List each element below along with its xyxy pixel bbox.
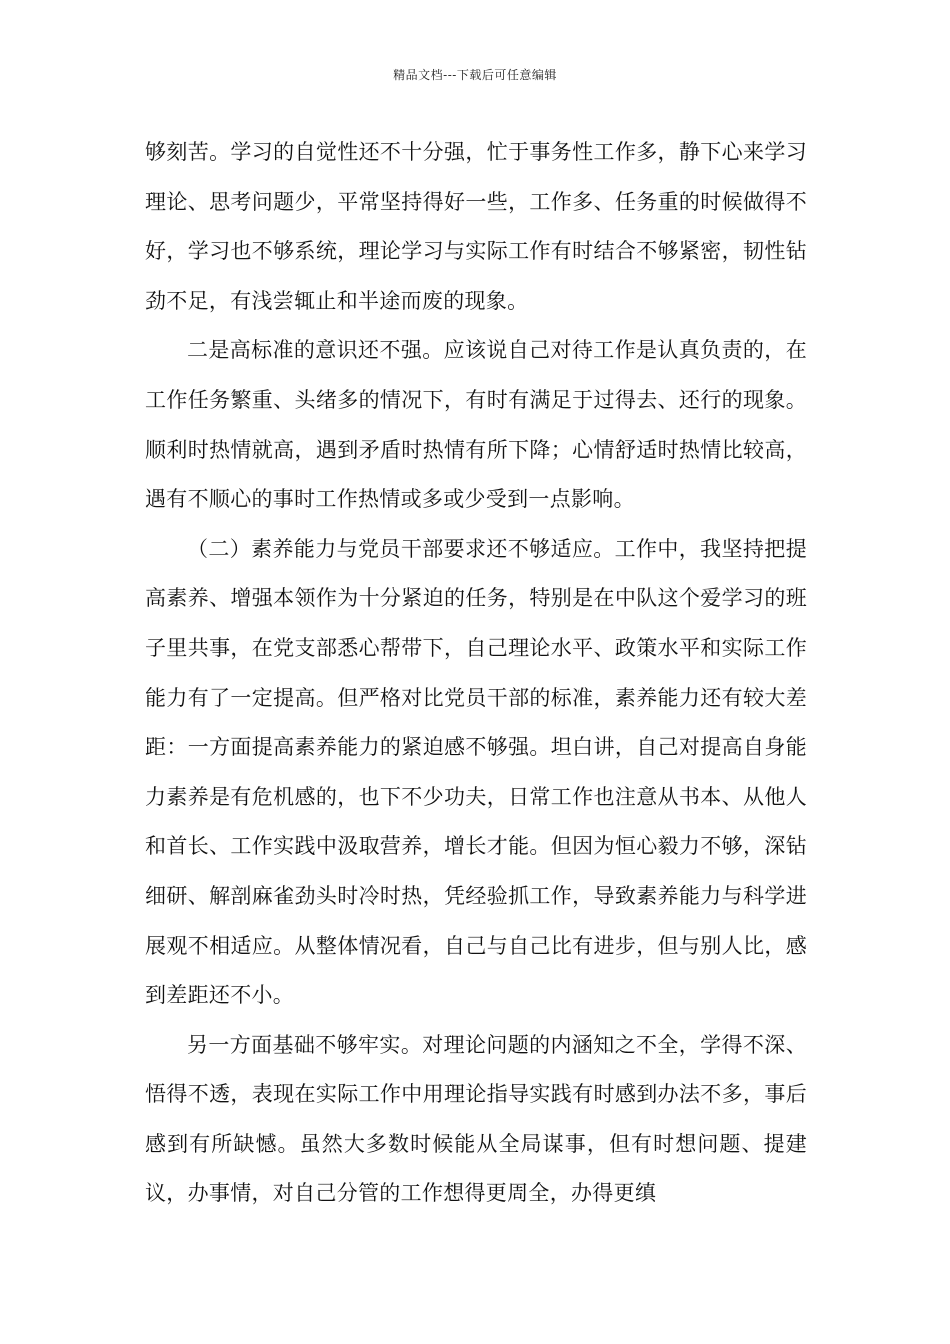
page-header: 精品文档---下载后可任意编辑 [393, 68, 557, 82]
paragraph-1: 够刻苦。学习的自觉性还不十分强，忙于事务性工作多，静下心来学习理论、思考问题少，平常坚持得好一些，工作多、任务重的时候做得不好，学习也不够系统，理论学习与实际工作有时结合不够紧密，韧性钻劲不足，有浅尝辄止和半途而废的现象。 [145, 140, 807, 313]
page-bottom-margin [0, 1234, 950, 1344]
paragraph-4: 另一方面基础不够牢实。对理论问题的内涵知之不全，学得不深、悟得不透，表现在实际工作中用理论指导实践有时感到办法不多，事后感到有所缺憾。虽然大多数时候能从全局谋事，但有时想问题、提建议，办事情，对自己分管的工作想得更周全，办得更缜 [145, 1032, 807, 1206]
paragraph-3: （二）素养能力与党员干部要求还不够适应。工作中，我坚持把提高素养、增强本领作为十分紧迫的任务，特别是在中队这个爱学习的班子里共事，在党支部悉心帮带下，自己理论水平、政策水平和实际工作能力有了一定提高。但严格对比党员干部的标准，素养能力还有较大差距：一方面提高素养能力的紧迫感不够强。坦白讲，自己对提高自身能力素养是有危机感的，也下不少功夫，日常工作也注意从书本、从他人和首长、工作实践中汲取营养，增长才能。但因为恒心毅力不够，深钻细研、解剖麻雀劲头时冷时热，凭经验抓工作，导致素养能力与科学进展观不相适应。从整体情况看，自己与自己比有进步，但与别人比，感到差距还不小。 [145, 536, 807, 1008]
document-body [145, 128, 807, 1219]
paragraph-2: 二是高标准的意识还不强。应该说自己对待工作是认真负责的，在工作任务繁重、头绪多的情况下，有时有满足于过得去、还行的现象。顺利时热情就高，遇到矛盾时热情有所下降；心情舒适时热情比较高，遇有不顺心的事时工作热情或多或少受到一点影响。 [145, 338, 807, 512]
